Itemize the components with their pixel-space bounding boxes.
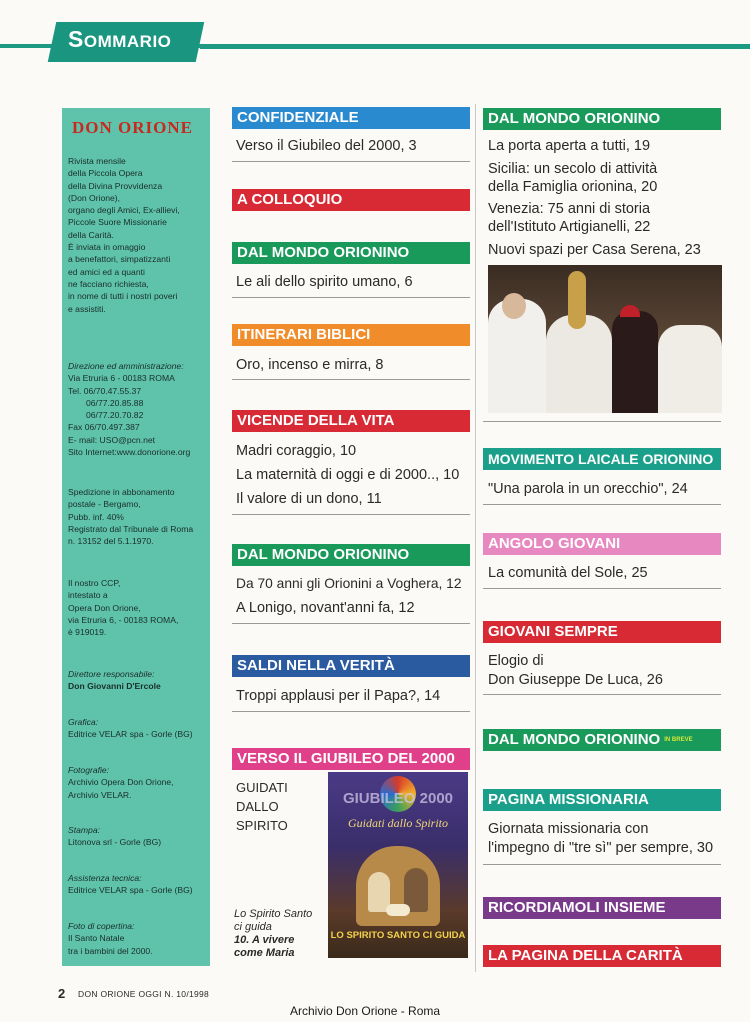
- in-breve-tag: IN BREVE: [664, 737, 693, 744]
- toc-entry[interactable]: Madri coraggio, 10: [236, 443, 357, 459]
- reliquary-icon: [568, 271, 586, 329]
- section-saldi-nella-verita[interactable]: SALDI NELLA VERITÀ: [232, 655, 470, 677]
- print-block: Stampa: Litonova srl - Gorle (BG): [68, 825, 162, 848]
- divider: [232, 623, 470, 624]
- shipping-block: Spedizione in abbonamento postale - Bergamo, Pubb. inf. 40% Registrato dal Tribunale di Roma n. 13152 del 5.1.1970.: [68, 487, 194, 547]
- toc-entry[interactable]: Nuovi spazi per Casa Serena, 23: [488, 242, 701, 258]
- divider: [483, 694, 721, 695]
- section-verso-il-giubileo[interactable]: VERSO IL GIUBILEO DEL 2000: [232, 748, 470, 770]
- section-a-colloquio[interactable]: A COLLOQUIO: [232, 189, 470, 211]
- divider: [483, 504, 721, 505]
- intro-block: Rivista mensile della Piccola Opera della Divina Provvidenza (Don Orione), organo degli Amici, Ex-allievi, Piccole Suore Missionarie della Carità. È inviata in omaggio a benefattori, simpatizzanti ed amici ed a quanti ne facciano richiesta, in nome di tutti i nostri poveri e assistiti.: [68, 156, 180, 314]
- tech-block: Assistenza tecnica: Editrice VELAR spa - Gorle (BG): [68, 873, 193, 896]
- divider: [232, 514, 470, 515]
- section-ricordiamoli-insieme[interactable]: RICORDIAMOLI INSIEME: [483, 897, 721, 919]
- section-dal-mondo-orionino-4[interactable]: DAL MONDO ORIONINO IN BREVE: [483, 729, 721, 751]
- toc-entry[interactable]: Oro, incenso e mirra, 8: [236, 357, 384, 373]
- toc-entry[interactable]: La maternità di oggi e di 2000.., 10: [236, 467, 460, 483]
- toc-entry[interactable]: A Lonigo, novant'anni fa, 12: [236, 600, 415, 616]
- issue-label: DON ORIONE OGGI N. 10/1998: [78, 989, 210, 999]
- page-title: SOMMARIO: [68, 26, 172, 52]
- page-number: 2: [58, 986, 66, 1001]
- photos-block: Fotografie: Archivio Opera Don Orione, Archivio VELAR.: [68, 765, 174, 800]
- section-itinerari-biblici[interactable]: ITINERARI BIBLICI: [232, 324, 470, 346]
- toc-entry[interactable]: Verso il Giubileo del 2000, 3: [236, 138, 417, 154]
- divider: [232, 379, 470, 380]
- cover-credit-block: Foto di copertina: Il Santo Natale tra i bambini del 2000.: [68, 921, 153, 956]
- toc-entry[interactable]: La comunità del Sole, 25: [488, 565, 648, 581]
- section-pagina-della-carita[interactable]: LA PAGINA DELLA CARITÀ: [483, 945, 721, 967]
- giubileo-cover-image: GIUBILEO 2000 Guidati dallo Spirito LO SPIRITO SANTO CI GUIDA: [328, 772, 468, 958]
- divider: [483, 421, 721, 422]
- section-giovani-sempre[interactable]: GIOVANI SEMPRE: [483, 621, 721, 643]
- figure-child: [386, 904, 410, 916]
- header-rule-thin: [200, 48, 750, 49]
- toc-entry[interactable]: Il valore di un dono, 11: [236, 491, 382, 507]
- toc-entry[interactable]: Troppi applausi per il Papa?, 14: [236, 688, 441, 704]
- toc-entry[interactable]: Venezia: 75 anni di storia dell'Istituto Artigianelli, 22: [488, 201, 651, 235]
- section-dal-mondo-orionino-3[interactable]: DAL MONDO ORIONINO: [483, 108, 721, 130]
- toc-entry[interactable]: Sicilia: un secolo di attività della Famiglia orionina, 20: [488, 161, 658, 195]
- divider: [232, 297, 470, 298]
- divider: [483, 864, 721, 865]
- ccp-block: Il nostro CCP, intestato a Opera Don Orione, via Etruria 6, - 00183 ROMA, è 919019.: [68, 578, 179, 638]
- divider: [232, 711, 470, 712]
- toc-entry[interactable]: Da 70 anni gli Orionini a Voghera, 12: [236, 576, 462, 591]
- section-vicende-della-vita[interactable]: VICENDE DELLA VITA: [232, 410, 470, 432]
- section-dal-mondo-orionino-2[interactable]: DAL MONDO ORIONINO: [232, 544, 470, 566]
- section-confidenziale[interactable]: CONFIDENZIALE: [232, 107, 470, 129]
- giubileo-headline: GUIDATI DALLO SPIRITO: [236, 780, 288, 833]
- toc-entry[interactable]: Le ali dello spirito umano, 6: [236, 274, 413, 290]
- priest-center: [546, 315, 612, 413]
- section-angolo-giovani[interactable]: ANGOLO GIOVANI: [483, 533, 721, 555]
- director-block: Direttore responsabile: Don Giovanni D'Ercole: [68, 669, 161, 692]
- magazine-logo: DON ORIONE: [72, 118, 193, 137]
- clergy-photo: [488, 265, 722, 413]
- admin-block: Direzione ed amministrazione: Via Etruria 6 - 00183 ROMA Tel. 06/70.47.55.37 06/77.20.85.88 06/77.20.70.82 Fax 06/70.497.387 E- mail: USO@pcn.net Sito Internet:www.donorione.org: [68, 361, 191, 458]
- column-divider: [475, 104, 476, 972]
- archive-watermark: Archivio Don Orione - Roma: [290, 1004, 441, 1018]
- divider: [232, 161, 470, 162]
- toc-entry[interactable]: La porta aperta a tutti, 19: [488, 138, 651, 154]
- priest-right: [658, 325, 722, 413]
- toc-entry[interactable]: Elogio di Don Giuseppe De Luca, 26: [488, 653, 663, 688]
- section-dal-mondo-orionino[interactable]: DAL MONDO ORIONINO: [232, 242, 470, 264]
- divider: [483, 588, 721, 589]
- face: [502, 293, 526, 319]
- section-pagina-missionaria[interactable]: PAGINA MISSIONARIA: [483, 789, 721, 811]
- toc-entry[interactable]: Giornata missionaria con l'impegno di "tre sì" per sempre, 30: [488, 821, 714, 856]
- toc-entry[interactable]: "Una parola in un orecchio", 24: [488, 481, 688, 497]
- cover-caption: Lo Spirito Santo ci guida 10. A vivere come Maria: [234, 908, 313, 959]
- section-movimento-laicale[interactable]: MOVIMENTO LAICALE ORIONINO: [483, 448, 721, 470]
- cardinal: [612, 311, 658, 413]
- graphics-block: Grafica: Editrice VELAR spa - Gorle (BG): [68, 717, 193, 740]
